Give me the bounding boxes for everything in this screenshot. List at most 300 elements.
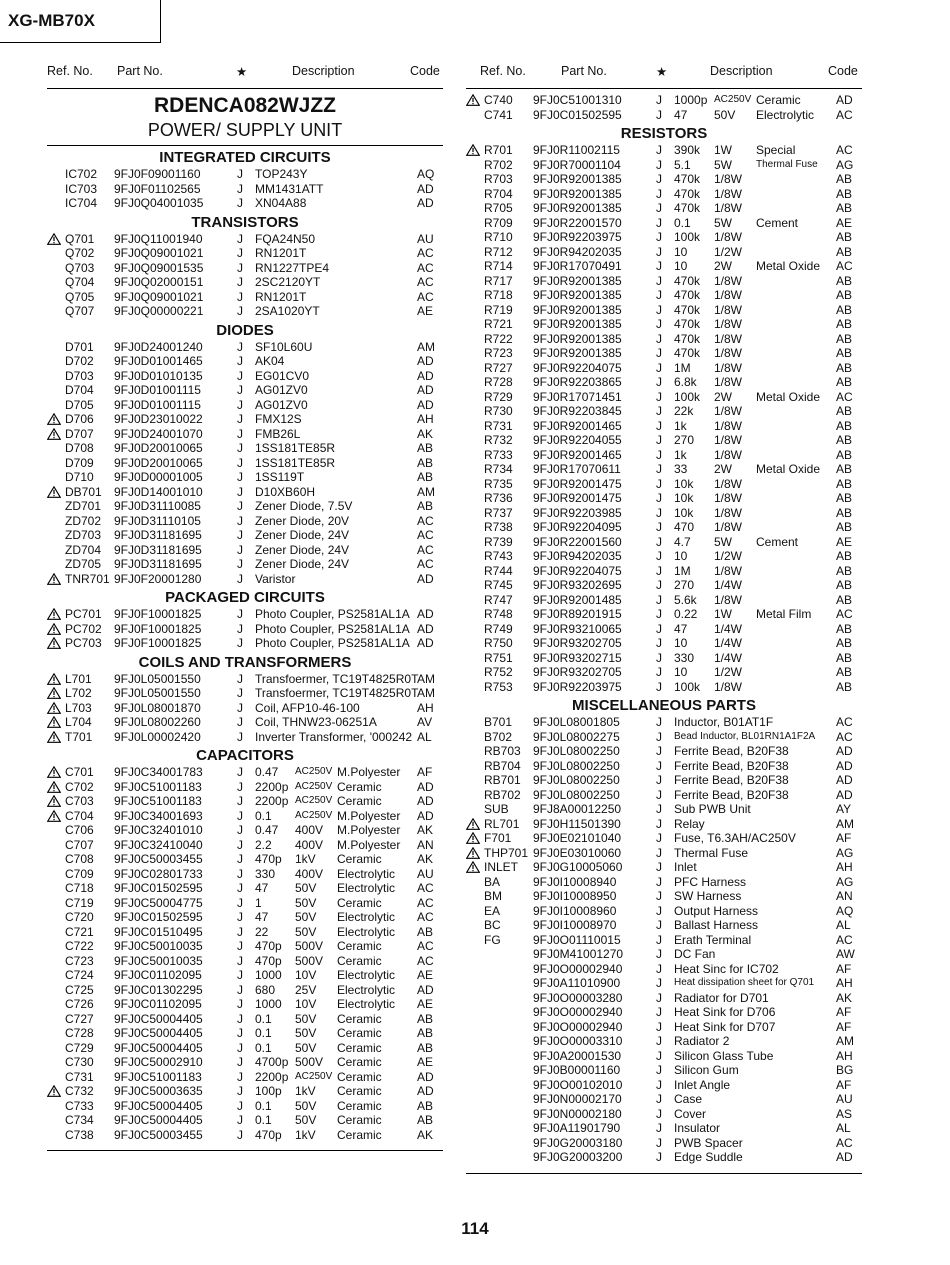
ref-no: C708: [65, 852, 94, 866]
supply-mark: J: [656, 802, 662, 816]
code: AD: [417, 1069, 434, 1084]
part-no: 9FJ0C01502595: [114, 910, 203, 924]
ref-no: DB701: [65, 484, 102, 499]
rating: 50V: [295, 1098, 317, 1113]
supply-mark: J: [237, 426, 243, 441]
part-row: [47, 997, 443, 1012]
type: Ceramic: [337, 1040, 382, 1055]
value: 470: [674, 520, 695, 534]
part-row: [47, 1070, 443, 1085]
code: AE: [836, 534, 853, 549]
part-no: 9FJ0I10008940: [533, 874, 617, 889]
code: AU: [836, 1092, 853, 1106]
rating: 1/8W: [714, 172, 743, 186]
rating: 1/4W: [714, 636, 743, 650]
code: AB: [836, 621, 853, 636]
part-no: 9FJ0C01302295: [114, 982, 203, 997]
part-row: [47, 232, 443, 247]
capacitors-continued-list: [466, 93, 862, 122]
part-no: 9FJ0R92001485: [533, 592, 622, 607]
part-no: 9FJ0R92001385: [533, 273, 622, 288]
part-row: [466, 375, 862, 390]
supply-mark: J: [656, 874, 662, 889]
ref-no: C704: [65, 808, 94, 823]
supply-mark: J: [656, 889, 662, 903]
supply-mark: J: [237, 982, 243, 997]
part-row: [47, 412, 443, 427]
code: AG: [836, 157, 854, 172]
part-row: [466, 715, 862, 730]
supply-mark: J: [237, 412, 243, 426]
supply-mark: J: [656, 1121, 662, 1135]
code: AB: [417, 1026, 434, 1040]
part-row: [466, 288, 862, 303]
code: AC: [836, 729, 853, 744]
type: Metal Oxide: [756, 259, 821, 273]
value: 1000: [255, 997, 282, 1011]
type: Cement: [756, 215, 799, 230]
code: AQ: [417, 167, 435, 181]
part-row: [47, 398, 443, 413]
code: AB: [836, 505, 853, 520]
code: AE: [417, 1055, 434, 1069]
code: AB: [836, 418, 853, 433]
description: EG01CV0: [255, 368, 310, 383]
part-row: [466, 346, 862, 361]
supply-mark: J: [237, 671, 243, 686]
supply-mark: J: [237, 715, 243, 729]
ref-no: C702: [65, 779, 94, 794]
code: AC: [836, 607, 853, 621]
part-row: [466, 564, 862, 579]
value: 10: [674, 636, 688, 650]
code: AD: [417, 808, 434, 823]
supply-mark: J: [656, 845, 662, 860]
supply-mark: J: [656, 636, 662, 650]
supply-mark: J: [237, 729, 243, 744]
supply-mark: J: [656, 1077, 662, 1092]
part-no: 9FJ0R22001570: [533, 215, 622, 230]
ref-no: RB704: [484, 758, 521, 773]
supply-mark: J: [237, 441, 243, 455]
code: AB: [836, 186, 853, 201]
supply-mark: J: [237, 794, 243, 808]
rating: 1/4W: [714, 650, 743, 665]
ref-no: T701: [65, 729, 93, 744]
ref-no: R751: [484, 650, 513, 665]
supply-mark: J: [656, 918, 662, 932]
type: Electrolytic: [337, 881, 396, 895]
part-row: [47, 528, 443, 543]
type: Ceramic: [337, 779, 382, 794]
description: Inductor, B01AT1F: [674, 715, 774, 729]
code: AY: [836, 802, 852, 816]
description: Photo Coupler, PS2581AL1A: [255, 621, 410, 636]
code: AN: [836, 889, 853, 903]
part-row: [47, 182, 443, 197]
part-row: [466, 549, 862, 564]
part-no: 9FJ0D24001240: [114, 339, 203, 354]
part-row: [466, 636, 862, 651]
ref-no: R727: [484, 360, 513, 375]
supply-mark: J: [656, 389, 662, 404]
description: TOP243Y: [255, 167, 308, 181]
type: Metal Film: [756, 607, 812, 621]
code: AB: [836, 665, 853, 679]
part-row: [466, 259, 862, 274]
part-row: [47, 794, 443, 809]
rating: 1W: [714, 143, 732, 157]
ref-no: IC704: [65, 196, 98, 210]
code: AM: [417, 686, 435, 700]
part-row: [47, 686, 443, 701]
supply-mark: J: [237, 1084, 243, 1098]
part-no: 9FJ0R92203975: [533, 679, 622, 694]
part-row: [466, 875, 862, 890]
supply-mark: J: [656, 244, 662, 259]
part-row: [466, 108, 862, 123]
supply-mark: J: [656, 1106, 662, 1121]
part-no: 9FJ0R93202715: [533, 650, 622, 665]
part-no: 9FJ0L08002250: [533, 744, 620, 758]
code: AB: [836, 346, 853, 360]
supply-mark: J: [656, 172, 662, 186]
type: Metal Oxide: [756, 462, 821, 476]
part-row: [466, 187, 862, 202]
part-row: [466, 773, 862, 788]
supply-mark: J: [237, 196, 243, 210]
right-column-header: [466, 64, 862, 81]
part-row: [47, 809, 443, 824]
supply-mark: J: [237, 837, 243, 852]
rating: 50V: [295, 1113, 317, 1127]
part-no: 9FJ0R70001104: [533, 157, 621, 172]
part-no: 9FJ0C50004405: [114, 1026, 203, 1040]
ref-no: THP701: [484, 845, 529, 860]
type: Ceramic: [337, 895, 382, 910]
code: AM: [836, 1034, 854, 1048]
supply-mark: J: [656, 1048, 662, 1063]
supply-mark: J: [237, 246, 243, 260]
supply-mark: J: [656, 665, 662, 679]
value: 0.1: [255, 1026, 272, 1040]
value: 2.2: [255, 837, 272, 852]
rating: AC250V: [295, 809, 333, 821]
rating: 50V: [295, 881, 317, 895]
type: Thermal Fuse: [756, 158, 818, 170]
ref-no: R718: [484, 288, 513, 302]
part-row: [466, 680, 862, 695]
part-row: [466, 1107, 862, 1122]
ref-no: L704: [65, 715, 92, 729]
rating: 1/8W: [714, 375, 743, 389]
supply-mark: J: [237, 621, 243, 636]
code: AB: [417, 1011, 434, 1026]
code: AC: [836, 932, 853, 947]
part-row: [47, 499, 443, 514]
part-row: [466, 433, 862, 448]
part-row: [47, 701, 443, 716]
code: AK: [836, 990, 853, 1005]
part-row: [466, 520, 862, 535]
ref-no: R732: [484, 433, 513, 447]
rating: 2W: [714, 389, 732, 404]
code: AB: [836, 476, 853, 491]
supply-mark: J: [656, 1005, 662, 1019]
supply-mark: J: [656, 346, 662, 360]
part-row: [47, 1099, 443, 1114]
supply-mark: J: [237, 852, 243, 866]
value: 390k: [674, 143, 701, 157]
supply-mark: J: [237, 765, 243, 779]
part-no: 9FJ0R92001385: [533, 172, 622, 186]
type: M.Polyester: [337, 837, 401, 852]
code: AB: [836, 433, 853, 447]
part-no: 9FJ0D23010022: [114, 412, 203, 426]
code: AD: [417, 1084, 434, 1098]
ref-no: RB701: [484, 773, 521, 787]
value: 0.47: [255, 823, 279, 837]
value: 6.8k: [674, 375, 697, 389]
type: Ceramic: [337, 953, 382, 968]
part-row: [47, 572, 443, 587]
part-row: [47, 557, 443, 572]
part-row: [47, 261, 443, 276]
code: AD: [417, 779, 434, 794]
supply-mark: J: [237, 1055, 243, 1069]
code: AB: [417, 924, 434, 939]
code: AD: [417, 354, 434, 368]
part-row: [466, 332, 862, 347]
part-no: 9FJ0N00002180: [533, 1106, 622, 1121]
part-row: [466, 846, 862, 861]
part-row: [466, 419, 862, 434]
code: AB: [417, 1098, 434, 1113]
part-no: 9FJ0D31181695: [114, 528, 202, 542]
part-no: 9FJ0C51001183: [114, 779, 202, 794]
part-no: 9FJ0Q11001940: [114, 231, 203, 246]
code: AH: [836, 976, 853, 990]
description: Varistor: [255, 571, 296, 586]
value: 47: [674, 107, 688, 122]
supply-mark: J: [656, 505, 662, 520]
supply-mark: J: [237, 997, 243, 1011]
part-no: 9FJ0R92204075: [533, 360, 622, 375]
part-row: [466, 1005, 862, 1020]
value: 470p: [255, 1127, 282, 1142]
code: AB: [836, 244, 853, 259]
description: Silicon Gum: [674, 1063, 739, 1077]
description: Zener Diode, 20V: [255, 513, 350, 528]
part-row: [466, 665, 862, 680]
part-row: [466, 201, 862, 216]
section-title: CAPACITORS: [196, 747, 294, 764]
supply-mark: J: [656, 107, 662, 122]
ref-no: R750: [484, 636, 513, 650]
code: AB: [836, 288, 853, 302]
rating: 1kV: [295, 1084, 316, 1098]
section-title: INTEGRATED CIRCUITS: [159, 149, 331, 166]
part-no: 9FJ0F10001825: [114, 607, 202, 621]
description: Zener Diode, 24V: [255, 528, 350, 542]
code: AK: [417, 1127, 434, 1142]
part-row: [466, 1121, 862, 1136]
part-no: 9FJ0R22001560: [533, 534, 622, 549]
part-no: 9FJ0D31181695: [114, 557, 202, 571]
part-no: 9FJ0C01502595: [533, 107, 622, 122]
part-no: 9FJ0Q09001021: [114, 289, 204, 304]
part-no: 9FJ0Q09001021: [114, 246, 204, 260]
header-ref: Ref. No.: [47, 64, 93, 78]
supply-mark: J: [237, 181, 243, 196]
right-column: [466, 64, 862, 1174]
type: Electrolytic: [337, 924, 396, 939]
code: AD: [836, 773, 853, 787]
part-no: 9FJ0C51001183: [114, 794, 202, 808]
part-no: 9FJ0D24001070: [114, 426, 203, 441]
description: Ferrite Bead, B20F38: [674, 758, 789, 773]
code: AD: [417, 196, 434, 210]
part-no: 9FJ0G10005060: [533, 860, 623, 874]
description: Transfoermer, TC19T4825R0T: [255, 686, 419, 700]
description: AG01ZV0: [255, 383, 308, 397]
description: Radiator 2: [674, 1034, 730, 1048]
supply-mark: J: [237, 1113, 243, 1127]
part-row: [47, 354, 443, 369]
ref-no: C729: [65, 1040, 94, 1055]
supply-mark: J: [237, 368, 243, 383]
rating: 1/8W: [714, 331, 743, 346]
rating: 400V: [295, 866, 324, 881]
type: Electrolytic: [756, 107, 815, 122]
value: 470k: [674, 201, 701, 215]
part-row: [47, 275, 443, 290]
part-no: 9FJ0C32401010: [114, 823, 203, 837]
value: 100k: [674, 389, 701, 404]
part-no: 9FJ0L05001550: [114, 686, 201, 700]
supply-mark: J: [237, 866, 243, 881]
part-row: [466, 1136, 862, 1151]
value: 470p: [255, 939, 282, 953]
ref-no: R738: [484, 520, 513, 534]
part-no: 9FJ0I10008950: [533, 889, 617, 903]
part-no: 9FJ0O01110015: [533, 932, 621, 947]
ref-no: C725: [65, 982, 94, 997]
code: AF: [836, 1019, 852, 1034]
part-row: [47, 1113, 443, 1128]
code: AQ: [836, 903, 854, 918]
part-no: 9FJ0C51001310: [533, 93, 622, 107]
ref-no: PC703: [65, 636, 102, 650]
part-no: 9FJ0D20010065: [114, 441, 203, 455]
supply-mark: J: [656, 1135, 662, 1150]
ref-no: PC701: [65, 607, 102, 621]
rating: 1/8W: [714, 317, 743, 331]
code: AL: [836, 1121, 851, 1135]
rating: 500V: [295, 939, 324, 953]
header-desc: Description: [710, 64, 773, 78]
part-row: [466, 1092, 862, 1107]
value: 1k: [674, 447, 687, 462]
part-no: 9FJ0R92001385: [533, 186, 622, 201]
part-no: 9FJ0N00002170: [533, 1092, 622, 1106]
code: AB: [836, 549, 853, 563]
rating: 400V: [295, 823, 324, 837]
part-row: [47, 622, 443, 637]
supply-mark: J: [237, 339, 243, 354]
type: Electrolytic: [337, 968, 396, 982]
part-no: 9FJ0L08002275: [533, 729, 620, 744]
ref-no: D710: [65, 470, 94, 484]
part-no: 9FJ0D01010135: [114, 368, 203, 383]
part-no: 9FJ0L08002250: [533, 758, 620, 773]
supply-mark: J: [656, 758, 662, 773]
value: 5.1: [674, 157, 691, 172]
ref-no: R710: [484, 230, 513, 244]
part-no: 9FJ0R11002115: [533, 143, 620, 157]
supply-mark: J: [237, 231, 243, 246]
supply-mark: J: [656, 302, 662, 317]
supply-mark: J: [237, 542, 243, 557]
ref-no: C722: [65, 939, 94, 953]
part-no: 9FJ0G20003200: [533, 1150, 623, 1164]
part-no: 9FJ0C01510495: [114, 924, 203, 939]
supply-mark: J: [656, 787, 662, 802]
code: AB: [836, 636, 853, 650]
code: AB: [836, 592, 853, 607]
description: PWB Spacer: [674, 1135, 743, 1150]
type: Electrolytic: [337, 910, 396, 924]
code: AU: [417, 231, 434, 246]
ref-no: IC703: [65, 181, 98, 196]
bottom-rule: [466, 1173, 862, 1174]
ref-no: ZD702: [65, 513, 102, 528]
part-row: [47, 369, 443, 384]
part-no: 9FJ0F10001825: [114, 636, 202, 650]
supply-mark: J: [237, 260, 243, 275]
value: 1M: [674, 563, 691, 578]
ref-no: Q707: [65, 304, 95, 318]
part-no: 9FJ0R92204095: [533, 520, 622, 534]
supply-mark: J: [656, 476, 662, 491]
description: 1SS181TE85R: [255, 455, 336, 470]
right-parts-list: [466, 125, 862, 1165]
rating: 1/8W: [714, 360, 743, 375]
supply-mark: J: [656, 534, 662, 549]
ref-no: R704: [484, 186, 513, 201]
code: AB: [836, 375, 853, 389]
description: FQA24N50: [255, 231, 316, 246]
code: AB: [836, 578, 853, 592]
part-no: 9FJ0C50004405: [114, 1011, 203, 1026]
supply-mark: J: [656, 288, 662, 302]
description: SF10L60U: [255, 339, 313, 354]
ref-no: R736: [484, 491, 513, 505]
rating: 1/8W: [714, 273, 743, 288]
ref-no: C732: [65, 1084, 94, 1098]
ref-no: R735: [484, 476, 513, 491]
header-ref: Ref. No.: [480, 64, 526, 78]
part-no: 9FJ0A11010900: [533, 976, 621, 990]
ref-no: C709: [65, 866, 94, 881]
supply-mark: J: [237, 484, 243, 499]
part-row: [466, 491, 862, 506]
value: 47: [255, 881, 269, 895]
part-no: 9FJ0Q00000221: [114, 304, 204, 318]
supply-mark: J: [237, 1127, 243, 1142]
rating: 1/8W: [714, 201, 743, 215]
value: 10k: [674, 505, 694, 520]
